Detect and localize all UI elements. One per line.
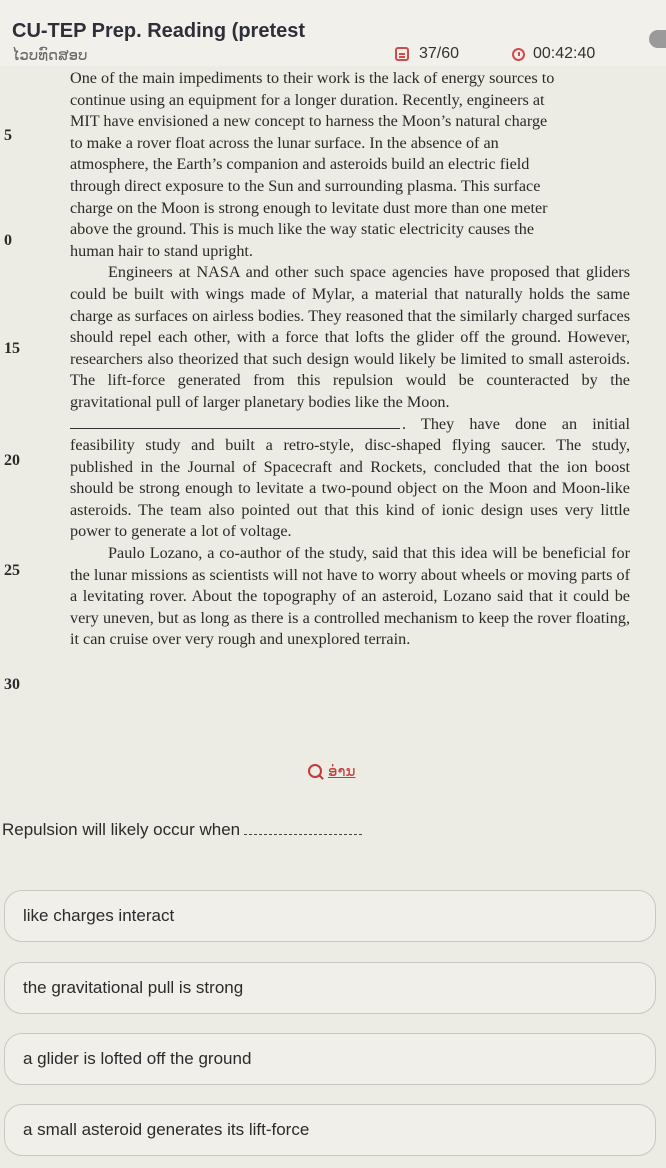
read-link-label: ອ່ານ xyxy=(328,763,356,780)
question-counter xyxy=(395,45,459,63)
reading-passage xyxy=(70,68,630,651)
passage-paragraph-3-text: . They have done an initial feasibility study and built a retro-style, disc-shaped flying saucer. The study, published in the Journal of Spacecraft and Rockets, concluded that the ion boost should be strong enough to levitate a two-pound object on the Moon and Moon-like asteroids. The team also pointed out that this kind of ionic design uses very little power to generate a lot of voltage. xyxy=(70,414,630,541)
list-icon xyxy=(395,47,409,61)
menu-tab[interactable] xyxy=(649,30,666,48)
clock-icon xyxy=(512,48,525,61)
line-number: 25 xyxy=(4,562,20,579)
passage-line: to make a rover float across the lunar surface. In the absence of an xyxy=(70,133,499,152)
passage-line: charge on the Moon is strong enough to levitate dust more than one meter xyxy=(70,198,548,217)
line-number: 15 xyxy=(4,340,20,357)
line-number: 0 xyxy=(4,232,12,249)
passage-line: through direct exposure to the Sun and surrounding plasma. This surface xyxy=(70,176,541,195)
passage-line: above the ground. This is much like the way static electricity causes the xyxy=(70,220,535,239)
search-icon xyxy=(308,764,322,778)
passage-line: human hair to stand upright. xyxy=(70,241,253,260)
exam-subtitle: ໄວບທົດສອບ xyxy=(12,47,88,64)
passage-line: MIT have envisioned a new concept to harness the Moon’s natural charge xyxy=(70,112,548,131)
passage-paragraph-4: Paulo Lozano, a co-author of the study, said that this idea will be beneficial for the lunar missions as scientists will not have to worry about wheels or moving parts of a levitating rover. About the topography of an asteroid, Lozano said that it could be very uneven, but as long as there is a controlled mechanism to keep the rover floating, it can cruise over very rough and unexplored terrain. xyxy=(70,544,630,649)
passage-paragraph-3 xyxy=(70,414,630,544)
timer-text: 00:42:40 xyxy=(533,45,596,62)
page-title: CU-TEP Prep. Reading (pretest xyxy=(12,20,306,42)
line-number: 20 xyxy=(4,452,20,469)
question-counter-text: 37/60 xyxy=(419,45,460,62)
question-text: Repulsion will likely occur when xyxy=(2,820,241,839)
question-blank xyxy=(244,833,362,835)
passage-line: continue using an equipment for a longer duration. Recently, engineers at xyxy=(70,90,545,109)
line-number: 5 xyxy=(4,127,12,144)
timer xyxy=(512,45,595,63)
passage-line: One of the main impediments to their work is the lack of energy sources to xyxy=(70,69,555,87)
answer-option[interactable]: like charges interact xyxy=(4,890,656,942)
answer-option[interactable]: the gravitational pull is strong xyxy=(4,962,656,1014)
passage-line: atmosphere, the Earth’s companion and asteroids build an electric field xyxy=(70,155,530,174)
answer-option[interactable]: a small asteroid generates its lift-force xyxy=(4,1104,656,1156)
line-number: 30 xyxy=(4,676,20,693)
passage-paragraph-2: Engineers at NASA and other such space agencies have proposed that gliders could be built with wings made of Mylar, a material that naturally holds the same charge as surfaces on airless bodies. They reasoned that the similarly charged surfaces should repel each other, with a force that lofts the glider off the ground. However, researchers also theorized that such design would likely be limited to small asteroids. The lift-force generated from this repulsion would be counteracted by the gravitational pull of larger planetary bodies like the Moon. xyxy=(70,263,630,411)
read-passage-link[interactable] xyxy=(308,762,355,780)
top-bar xyxy=(0,0,666,66)
passage-blank xyxy=(70,427,400,429)
answer-option[interactable]: a glider is lofted off the ground xyxy=(4,1033,656,1085)
question-stem xyxy=(2,820,362,840)
